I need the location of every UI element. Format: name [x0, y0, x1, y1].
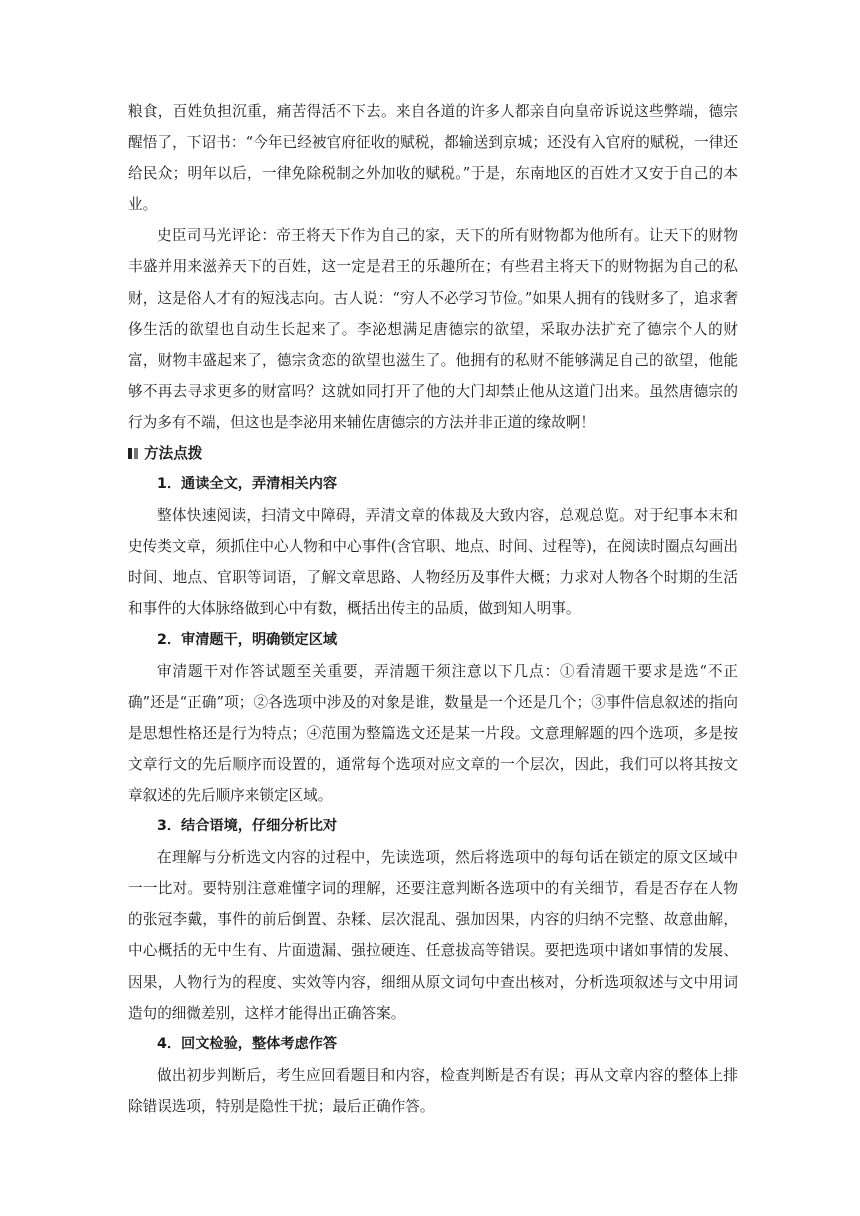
- section-marker-icon: [128, 448, 138, 459]
- step-2-body: 审清题干对作答试题至关重要，弄清题干须注意以下几点：①看清题干要求是选“不正确”还是“正确”项；②各选项中涉及的对象是谁，数量是一个还是几个；③事件信息叙述的指向是思想性格还是行为特点；④范围为整篇选文还是某一片段。文意理解题的四个选项，多是按文章行文的先后顺序而设置的，通常每个选项对应文章的一个层次，因此，我们可以将其按文章叙述的先后顺序来锁定区域。: [128, 662, 738, 804]
- step-1-body: 整体快速阅读，扫清文中障碍，弄清文章的体裁及大致内容，总观总览。对于纪事本末和史传类文章，须抓住中心人物和中心事件(含官职、地点、时间、过程等)，在阅读时圈点勾画出时间、地点、官职等词语，了解文章思路、人物经历及事件大概；力求对人物各个时期的生活和事件的大体脉络做到心中有数，概括出传主的品质，做到知人明事。: [128, 507, 738, 618]
- intro-paragraph-2: 史臣司马光评论：帝王将天下作为自己的家，天下的所有财物都为他所有。让天下的财物丰盛并用来滋养天下的百姓，这一定是君王的乐趣所在；有些君主将天下的财物据为自己的私财，这是俗人才有的短浅志向。古人说：“穷人不必学习节俭。”如果人拥有的钱财多了，追求奢侈生活的欲望也自动生长起来了。李泌想满足唐德宗的欲望，采取办法扩充了德宗个人的财富，财物丰盛起来了，德宗贪恋的欲望也滋生了。他拥有的私财不能够满足自己的欲望，他能够不再去寻求更多的财富吗？这就如同打开了他的大门却禁止他从这道门出来。虽然唐德宗的行为多有不端，但这也是李泌用来辅佐唐德宗的方法并非正道的缘故啊！: [128, 227, 738, 431]
- intro-paragraph-1: 粮食，百姓负担沉重，痛苦得活不下去。来自各道的许多人都亲自向皇帝诉说这些弊端，德宗醒悟了，下诏书：“今年已经被官府征收的赋税，都输送到京城；还没有入官府的赋税，一律还给民众；明年以后，一律免除税制之外加收的赋税。”于是，东南地区的百姓才又安于自己的本业。: [128, 103, 738, 214]
- step-4-heading: 4．回文检验，整体考虑作答: [157, 1035, 338, 1052]
- step-3-body: 在理解与分析选文内容的过程中，先读选项，然后将选项中的每句话在锁定的原文区域中一一比对。要特别注意难懂字词的理解，还要注意判断各选项中的有关细节，看是否存在人物的张冠李戴，事件的前后倒置、杂糅、层次混乱、强加因果，内容的归纳不完整、故意曲解，中心概括的无中生有、片面遗漏、强拉硬连、任意拔高等错误。要把选项中诸如事情的发展、因果，人物行为的程度、实效等内容，细细从原文词句中查出核对，分析选项叙述与文中用词造句的细微差别，这样才能得出正确答案。: [128, 849, 738, 1022]
- step-4-body: 做出初步判断后，考生应回看题目和内容，检查判断是否有误；再从文章内容的整体上排除错误选项，特别是隐性干扰；最后正确作答。: [128, 1066, 738, 1115]
- section-heading: [128, 438, 738, 469]
- section-title: 方法点拨: [144, 444, 203, 462]
- document-page: [128, 96, 738, 1122]
- step-2-heading: 2．审清题干，明确锁定区域: [157, 631, 338, 648]
- step-1-heading: 1．通读全文，弄清相关内容: [157, 476, 338, 493]
- step-3-heading: 3．结合语境，仔细分析比对: [157, 818, 338, 835]
